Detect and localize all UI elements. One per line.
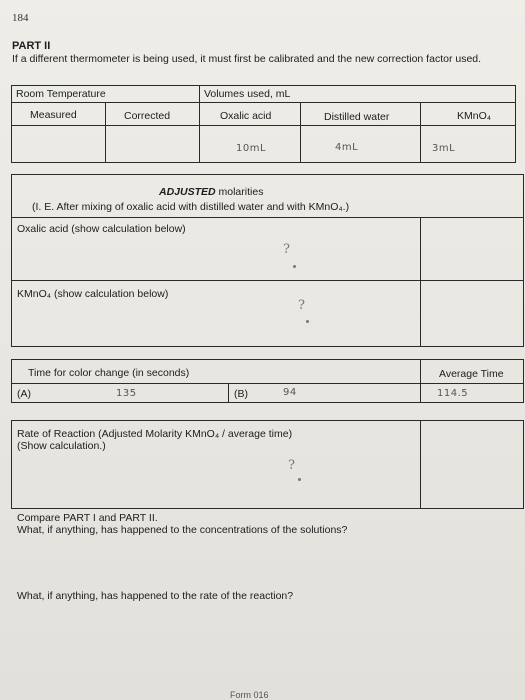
question-mark-annotation: ? (288, 458, 295, 473)
table-rule (11, 383, 524, 384)
room-temperature-header: Room Temperature (16, 88, 106, 100)
distilled-water-header: Distilled water (324, 111, 390, 123)
intro-text: If a different thermometer is being used, it must first be calibrated and the new correction factor used. (12, 53, 482, 65)
annotation-dot (298, 478, 301, 481)
table-rule (300, 102, 301, 163)
table-rule (420, 359, 421, 403)
time-header: Time for color change (in seconds) (28, 367, 190, 379)
molarities-title (159, 186, 263, 198)
part-title: PART II (12, 40, 51, 52)
rate-sublabel: (Show calculation.) (17, 440, 106, 452)
table-rule (199, 85, 200, 163)
oxalic-volume-value: 10mL (236, 143, 267, 154)
page-number: 184 (12, 12, 29, 24)
rate-label: Rate of Reaction (Adjusted Molarity KMnO₄ / average time) (17, 428, 293, 440)
annotation-dot (306, 320, 309, 323)
molarities-border (11, 174, 524, 347)
kmno4-header: KMnO₄ (457, 110, 492, 122)
kmno4-volume-value: 3mL (432, 143, 456, 154)
table-rule (105, 102, 106, 163)
volumes-used-header: Volumes used, mL (204, 88, 291, 100)
section-rule (11, 217, 524, 218)
trial-b-label: (B) (234, 388, 248, 400)
adjusted-word: ADJUSTED (159, 186, 216, 198)
compare-title: Compare PART I and PART II. (17, 512, 158, 524)
molarities-word: molarities (215, 186, 264, 198)
rate-question: What, if anything, has happened to the rate of the reaction? (17, 590, 294, 602)
annotation-dot (293, 265, 296, 268)
water-volume-value: 4mL (335, 142, 359, 153)
trial-b-value: 94 (283, 387, 297, 398)
trial-a-label: (A) (17, 388, 31, 400)
table-rule (11, 102, 516, 103)
measured-header: Measured (30, 109, 77, 121)
question-mark-annotation: ? (298, 298, 305, 313)
table-rule (11, 125, 516, 126)
kmno4-calculation-label: KMnO₄ (show calculation below) (17, 288, 169, 300)
table-rule (228, 383, 229, 403)
trial-a-value: 135 (116, 388, 137, 399)
concentration-question: What, if anything, has happened to the concentrations of the solutions? (17, 524, 348, 536)
section-rule (11, 280, 524, 281)
section-rule (420, 420, 421, 509)
average-time-value: 114.5 (437, 388, 469, 399)
question-mark-annotation: ? (283, 242, 290, 257)
molarities-subtitle: (I. E. After mixing of oxalic acid with distilled water and with KMnO₄.) (32, 201, 350, 213)
corrected-header: Corrected (124, 110, 171, 122)
form-number: Form 016 (230, 690, 269, 700)
oxalic-calculation-label: Oxalic acid (show calculation below) (17, 223, 186, 235)
oxalic-acid-header: Oxalic acid (220, 110, 272, 122)
section-rule (420, 217, 421, 347)
average-time-header: Average Time (439, 368, 504, 380)
table-rule (420, 102, 421, 163)
